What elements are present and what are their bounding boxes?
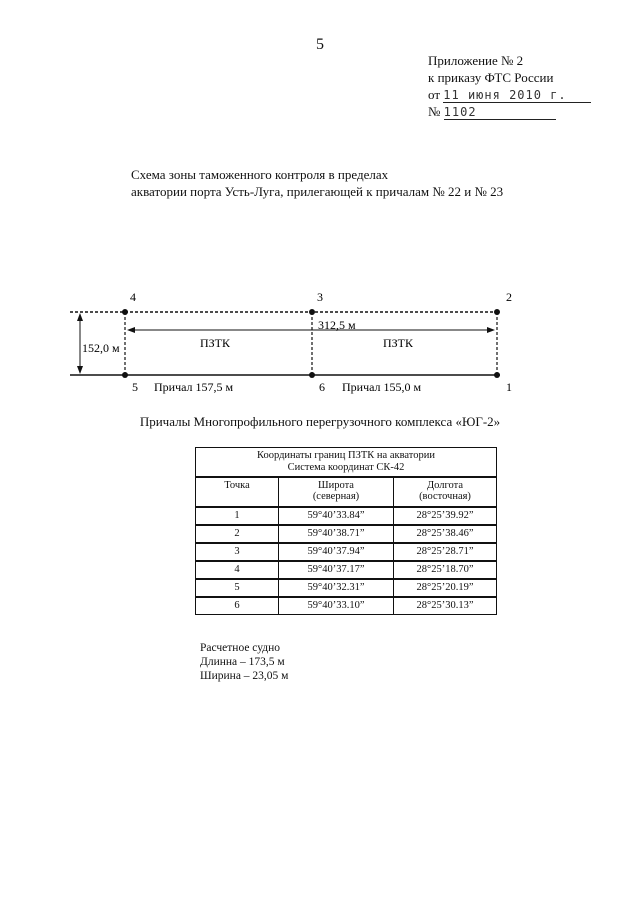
point-6-marker xyxy=(309,372,315,378)
appendix-date-value: 11 июня 2010 г. xyxy=(443,88,591,103)
cell-point: 2 xyxy=(196,525,279,543)
length-arrow-left xyxy=(127,327,135,333)
table-caption-line-2: Система координат СК-42 xyxy=(287,462,405,473)
appendix-block xyxy=(428,52,628,120)
point-4-label: 4 xyxy=(130,290,136,304)
appendix-number-prefix: № xyxy=(428,104,441,119)
vessel-length: Длинна – 173,5 м xyxy=(200,656,285,668)
cell-point: 6 xyxy=(196,597,279,615)
table-row xyxy=(196,597,497,615)
cell-point: 3 xyxy=(196,543,279,561)
length-arrow-right xyxy=(487,327,495,333)
cell-longitude: 28°25’39.92” xyxy=(394,507,497,525)
design-vessel-block xyxy=(200,641,288,683)
point-2-marker xyxy=(494,309,500,315)
scheme-title-line-2: акватории порта Усть-Луга, прилегающей к причалам № 22 и № 23 xyxy=(131,184,504,199)
appendix-number-value: 1102 xyxy=(444,105,556,120)
cell-latitude: 59°40’32.31” xyxy=(279,579,394,597)
cell-point: 5 xyxy=(196,579,279,597)
width-arrow-top xyxy=(77,313,83,321)
width-arrow-bottom xyxy=(77,366,83,374)
table-caption xyxy=(196,448,497,478)
cell-latitude: 59°40’33.10” xyxy=(279,597,394,615)
vessel-title: Расчетное судно xyxy=(200,642,281,654)
page-number: 5 xyxy=(316,36,324,53)
header-latitude-line-1: Широта xyxy=(318,480,354,491)
scheme-title xyxy=(131,166,591,200)
appendix-number-line xyxy=(428,103,628,120)
cell-latitude: 59°40’37.17” xyxy=(279,561,394,579)
width-label: 152,0 м xyxy=(82,341,120,355)
point-3-label: 3 xyxy=(317,290,323,304)
table-caption-line-1: Координаты границ ПЗТК на акватории xyxy=(257,450,435,461)
vessel-width: Ширина – 23,05 м xyxy=(200,670,289,682)
cell-latitude: 59°40’37.94” xyxy=(279,543,394,561)
table-header-row xyxy=(196,477,497,507)
berth-left-label: Причал 157,5 м xyxy=(154,380,234,394)
cell-latitude: 59°40’38.71” xyxy=(279,525,394,543)
header-point: Точка xyxy=(196,477,279,507)
length-label: 312,5 м xyxy=(318,318,356,332)
cell-longitude: 28°25’18.70” xyxy=(394,561,497,579)
table-row xyxy=(196,507,497,525)
point-5-label: 5 xyxy=(132,380,138,394)
table-row xyxy=(196,561,497,579)
header-latitude xyxy=(279,477,394,507)
cell-longitude: 28°25’28.71” xyxy=(394,543,497,561)
point-2-label: 2 xyxy=(506,290,512,304)
point-3-marker xyxy=(309,309,315,315)
appendix-line-2: к приказу ФТС России xyxy=(428,70,554,85)
coordinates-table xyxy=(195,447,497,615)
berth-right-label: Причал 155,0 м xyxy=(342,380,422,394)
point-4-marker xyxy=(122,309,128,315)
point-1-marker xyxy=(494,372,500,378)
point-5-marker xyxy=(122,372,128,378)
table-row xyxy=(196,543,497,561)
customs-zone-scheme xyxy=(0,280,640,400)
cell-longitude: 28°25’20.19” xyxy=(394,579,497,597)
appendix-date-line xyxy=(428,86,628,103)
header-longitude xyxy=(394,477,497,507)
zone-left-label: ПЗТК xyxy=(199,336,231,350)
zone-right-label: ПЗТК xyxy=(382,336,414,350)
cell-latitude: 59°40’33.84” xyxy=(279,507,394,525)
table-row xyxy=(196,579,497,597)
scheme-title-line-1: Схема зоны таможенного контроля в пределах xyxy=(131,167,389,182)
header-latitude-line-2: (северная) xyxy=(312,491,360,502)
header-longitude-line-2: (восточная) xyxy=(419,491,471,502)
header-longitude-line-1: Долгота xyxy=(426,480,464,491)
complex-title: Причалы Многопрофильного перегрузочного комплекса «ЮГ-2» xyxy=(139,414,501,429)
cell-point: 4 xyxy=(196,561,279,579)
cell-longitude: 28°25’38.46” xyxy=(394,525,497,543)
appendix-date-prefix: от xyxy=(428,87,441,102)
cell-longitude: 28°25’30.13” xyxy=(394,597,497,615)
point-1-label: 1 xyxy=(506,380,512,394)
appendix-line-1: Приложение № 2 xyxy=(428,53,524,68)
point-6-label: 6 xyxy=(319,380,325,394)
cell-point: 1 xyxy=(196,507,279,525)
table-row xyxy=(196,525,497,543)
